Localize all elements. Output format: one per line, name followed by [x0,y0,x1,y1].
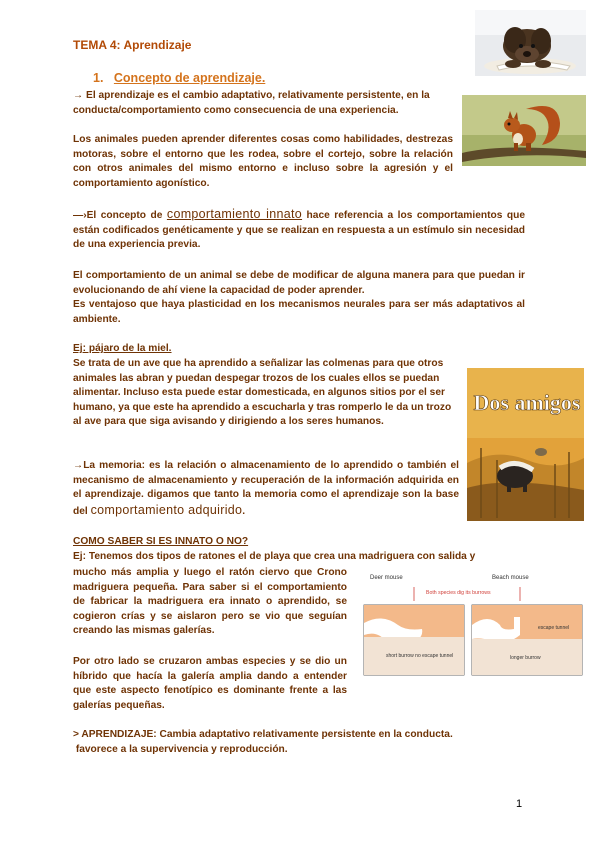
summary-line-2: favorece a la supervivencia y reproducción. [73,744,288,755]
book-title-text: Dos amigos [473,390,581,415]
burrow-diagram [362,569,586,677]
hybrid-paragraph: Por otro lado se cruzaron ambas especies y se dio un híbrido que hacía la galería amplia dando a entender que este aspecto fenotípico es dominante frente a las galerías pequeñas. [73,656,347,711]
mice-example-intro: Ej: Tenemos dos tipos de ratones el de playa que crea una madriguera con salida y [73,551,476,562]
beach-mouse-label: Beach mouse [492,575,529,581]
animals-learning-paragraph: Los animales pueden aprender diferentes cosas como habilidades, destrezas motoras, sobre el entorno que les rodea, sobre el cortejo, sobre la relación con otros animales del mismo entorno e incluso sobre la agresión y el comportamiento agonístico. [73,134,453,189]
acquired-term: comportamiento adquirido [90,502,243,517]
memory-paragraph [73,459,459,519]
definition-paragraph: → El aprendizaje es el cambio adaptativo, relativamente persistente, en la conducta/comportamiento como consecuencia de una experiencia. [73,90,430,116]
example-honeyguide-text: Se trata de un ave que ha aprendido a señalizar las colmenas para que otros animales las abran y puedan despegar trozos de los cuales ellos se puedan alimentar. Incluso esta puede estar domesticada, en algunos sitios por el ser humano, ya que este ha aprendido a escucharla y tras romperlo le da un trozo al ave para que siga avisando y dirigiendo a los seres humanos. [73,358,452,428]
deer-mouse-label: Deer mouse [370,575,403,581]
plasticity-paragraph: Es ventajoso que haya plasticidad en los mecanismos neurales para ser más adaptativos al ambiente. [73,299,525,325]
short-burrow-caption: short burrow no escape tunnel [386,653,454,659]
page-number: 1 [516,798,523,810]
escape-tunnel-caption: escape tunnel [538,625,570,631]
longer-burrow-caption: longer burrow [510,655,541,661]
section-heading [93,69,265,87]
innate-term: comportamiento innato [166,207,303,221]
book-cover-image [467,368,584,521]
section-number: 1. [93,71,104,85]
modify-paragraph: El comportamiento de un animal se debe de modificar de alguna manera para que puedan ir evolucionando de ahí viene la capacidad de poder aprender. [73,270,525,296]
mice-example-text: mucho más amplia y luego el ratón ciervo que Crono madriguera pequeña. Para saber si el comportamiento de fabricar la madriguera era innato o aprendido, se cogieron crías y se aislaron pero se vio que seguían creando las mismas galerías. [73,567,347,637]
squirrel-photo [462,95,586,166]
innate-behavior-paragraph [73,207,525,253]
innate-pre: —›El concepto de [73,210,167,221]
section-title: Concepto de aprendizaje. [113,71,266,85]
example-honeyguide-label: Ej: pájaro de la miel. [73,343,172,354]
innate-post: hace referencia a los comportamientos que están codificados genéticamente y que se realizan en respuesta a un estímulo sin necesidad de una experiencia previa. [73,210,525,251]
page-title: TEMA 4: Aprendizaje [73,38,192,52]
innate-or-not-heading: COMO SABER SI ES INNATO O NO? [73,536,249,547]
summary-line-1: > APRENDIZAJE: Cambia adaptativo relativamente persistente en la conducta. [73,729,453,740]
puppy-photo [475,10,586,76]
both-species-label: Both species dig its burrows [426,590,491,596]
memory-text: →La memoria: es la relación o almacenamiento de lo aprendido o también el mecanismo de almacenamiento y recuperación de la información adquirida en el aprendizaje. digamos que tanto la memoria como el aprendizaje son la base del [73,460,459,517]
memory-end: . [242,505,246,517]
